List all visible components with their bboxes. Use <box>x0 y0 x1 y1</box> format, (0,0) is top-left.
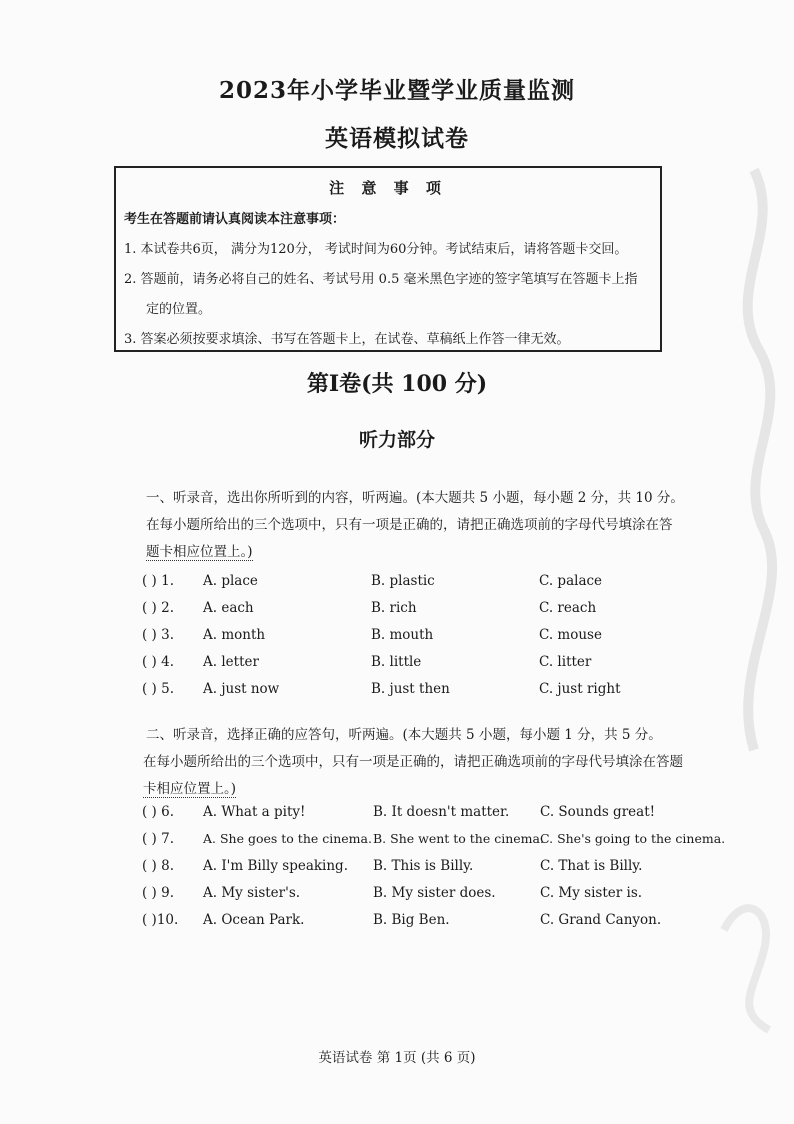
option-b: B. She went to the cinema. <box>373 831 544 846</box>
option-c: C. mouse <box>539 627 602 643</box>
option-a: A. I'm Billy speaking. <box>203 858 348 874</box>
section-heading: 听力部分 <box>358 429 435 451</box>
question-number: ( ) 8. <box>142 858 174 874</box>
exam-subtitle: 英语模拟试卷 <box>325 125 469 152</box>
option-c: C. litter <box>539 654 592 670</box>
option-a: A. just now <box>203 681 280 697</box>
question-number: ( ) 6. <box>142 804 174 820</box>
watermark-decoration <box>714 150 784 1050</box>
section2-instructions-2: 在每小题所给出的三个选项中，只有一项是正确的，请把正确选项前的字母代号填涂在答题 <box>143 754 683 770</box>
question-number: ( )10. <box>142 912 179 928</box>
notice-title: 注 意 事 项 <box>329 179 447 197</box>
question-row <box>0 885 794 907</box>
option-b: B. rich <box>371 600 417 616</box>
option-b: B. mouth <box>371 627 434 643</box>
option-a: A. each <box>203 600 254 616</box>
question-row <box>0 831 794 853</box>
question-row <box>0 654 794 676</box>
notice-item-3: 3. 答案必须按要求填涂、书写在答题卡上，在试卷、草稿纸上作答一律无效。 <box>124 332 570 347</box>
notice-item-1: 1. 本试卷共6页， 满分为120分， 考试时间为60分钟。考试结束后，请将答题卡交回。 <box>124 242 628 257</box>
option-a: A. letter <box>203 654 259 670</box>
section1-instructions-2: 在每小题所给出的三个选项中，只有一项是正确的，请把正确选项前的字母代号填涂在答 <box>146 517 673 533</box>
option-b: B. just then <box>371 681 450 697</box>
question-number: ( ) 7. <box>142 831 174 847</box>
part-title: 第Ⅰ卷(共 100 分) <box>306 371 488 397</box>
option-b: B. Big Ben. <box>373 912 450 928</box>
question-row <box>0 912 794 934</box>
notice-item-2-cont: 定的位置。 <box>146 302 212 317</box>
section2-instructions-1: 二、听录音，选择正确的应答句，听两遍。(本大题共 5 小题，每小题 1 分，共 5 分。 <box>146 727 662 743</box>
option-b: B. It doesn't matter. <box>373 804 510 820</box>
question-number: ( ) 1. <box>142 573 174 589</box>
question-number: ( ) 3. <box>142 627 174 643</box>
option-c: C. Sounds great! <box>540 804 656 820</box>
question-row <box>0 804 794 826</box>
question-number: ( ) 5. <box>142 681 174 697</box>
section2-instructions-3: 卡相应位置上。) <box>143 777 236 798</box>
option-a: A. My sister's. <box>203 885 301 901</box>
option-a: A. She goes to the cinema. <box>203 831 372 846</box>
question-number: ( ) 2. <box>142 600 174 616</box>
option-b: B. This is Billy. <box>373 858 474 874</box>
section1-instructions-1: 一、听录音，选出你所听到的内容，听两遍。(本大题共 5 小题，每小题 2 分，共 10 分。 <box>146 490 684 506</box>
notice-box <box>114 166 662 352</box>
page-footer: 英语试卷 第 1页 (共 6 页) <box>318 1050 476 1066</box>
option-c: C. She's going to the cinema. <box>540 831 726 846</box>
question-row <box>0 573 794 595</box>
option-c: C. That is Billy. <box>540 858 643 874</box>
option-a: A. month <box>203 627 266 643</box>
option-c: C. just right <box>539 681 621 697</box>
option-c: C. Grand Canyon. <box>540 912 662 928</box>
option-c: C. reach <box>539 600 597 616</box>
option-a: A. place <box>203 573 258 589</box>
notice-intro: 考生在答题前请认真阅读本注意事项： <box>124 212 346 227</box>
question-row <box>0 627 794 649</box>
notice-item-2: 2. 答题前，请务必将自己的姓名、考试号用 0.5 毫米黑色字迹的签字笔填写在答题卡上指 <box>124 272 638 287</box>
option-a: A. Ocean Park. <box>203 912 305 928</box>
option-b: B. plastic <box>371 573 435 589</box>
option-b: B. My sister does. <box>373 885 496 901</box>
option-b: B. little <box>371 654 422 670</box>
option-c: C. palace <box>539 573 603 589</box>
question-row <box>0 600 794 622</box>
exam-title: 2023年小学毕业暨学业质量监测 <box>218 77 575 104</box>
option-c: C. My sister is. <box>540 885 643 901</box>
question-row <box>0 681 794 703</box>
question-number: ( ) 9. <box>142 885 174 901</box>
option-a: A. What a pity! <box>203 804 306 820</box>
question-number: ( ) 4. <box>142 654 174 670</box>
section1-instructions-3: 题卡相应位置上。) <box>146 540 253 561</box>
question-row <box>0 858 794 880</box>
